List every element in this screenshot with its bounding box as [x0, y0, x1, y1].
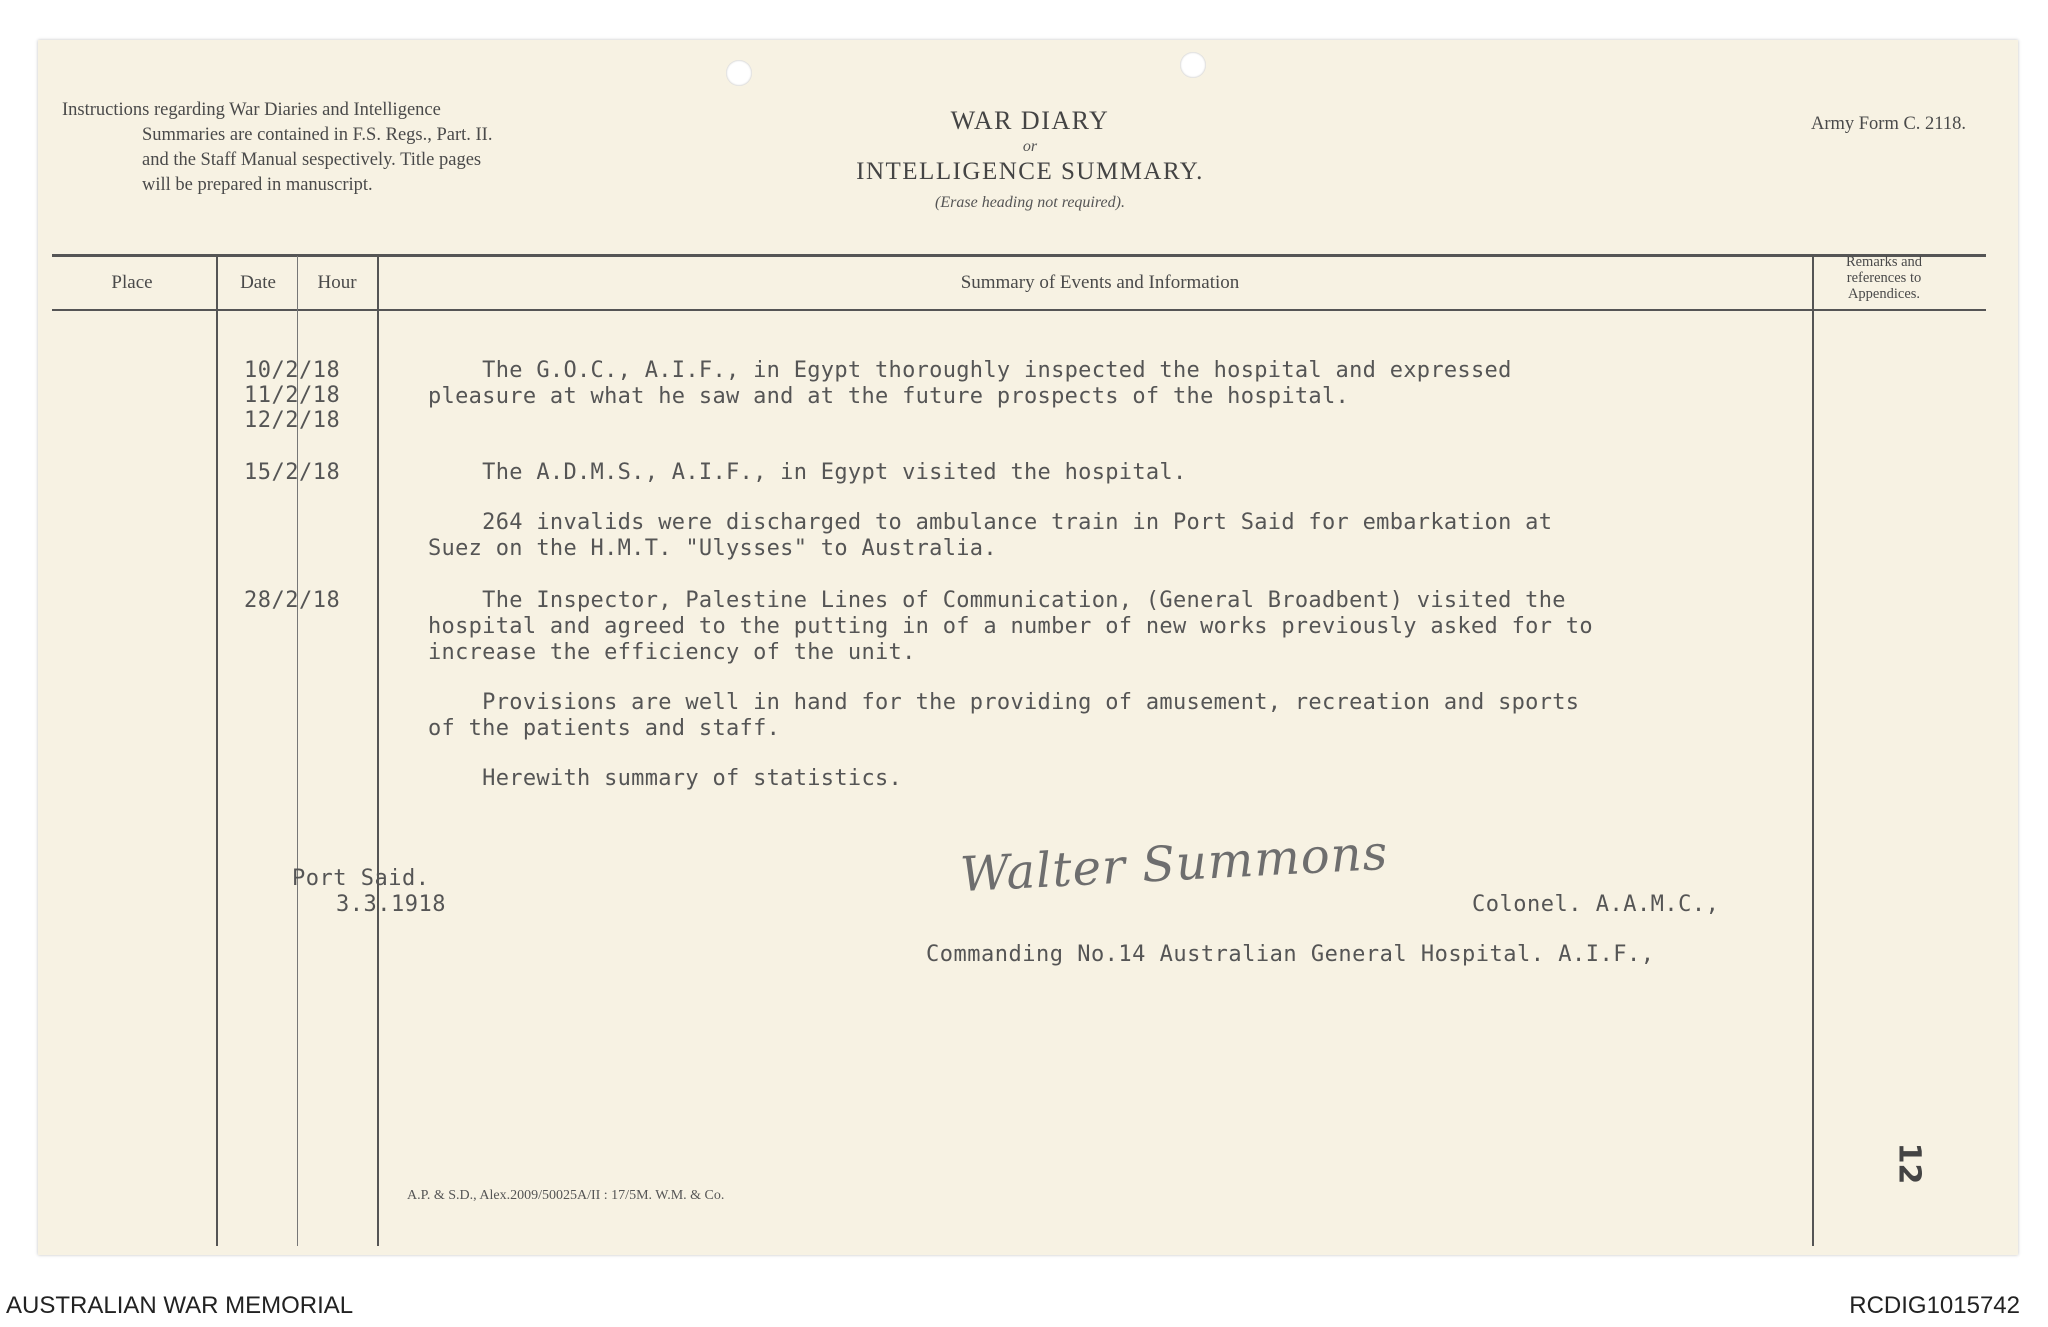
title-war-diary: WAR DIARY: [950, 106, 1110, 135]
signoff-place: Port Said.: [292, 866, 430, 891]
paragraph-line: The A.D.M.S., A.I.F., in Egypt visited the hospital.: [428, 460, 1187, 485]
column-header-place: Place: [111, 272, 153, 293]
paragraph-line: hospital and agreed to the putting in of a number of new works previously asked for to: [428, 614, 1593, 639]
entry-date: 12/2/18: [244, 408, 341, 433]
punch-hole-left: [726, 60, 752, 86]
header-top-rule: [52, 254, 1986, 257]
archive-reference: RCDIG1015742: [1849, 1292, 2020, 1319]
paragraph-line: pleasure at what he saw and at the future prospects of the hospital.: [428, 384, 1350, 409]
entry-date: 11/2/18: [244, 383, 341, 408]
entry-date: 28/2/18: [244, 588, 341, 613]
entry-paragraph: [428, 588, 1768, 666]
instructions-line: Instructions regarding War Diaries and Intelligence: [62, 100, 441, 120]
form-instructions: [62, 98, 622, 198]
signature: Walter Summons: [958, 824, 1390, 904]
paragraph-line: Provisions are well in hand for the providing of amusement, recreation and sports: [428, 690, 1580, 715]
instructions-line: will be prepared in manuscript.: [142, 175, 373, 195]
instructions-line: and the Staff Manual sespectively. Title pages: [142, 150, 482, 170]
paragraph-line: The G.O.C., A.I.F., in Egypt thoroughly inspected the hospital and expressed: [428, 358, 1512, 383]
paragraph-line: increase the efficiency of the unit.: [428, 640, 916, 665]
archive-source: AUSTRALIAN WAR MEMORIAL: [6, 1292, 354, 1319]
entry-date: 15/2/18: [244, 460, 341, 485]
title-intelligence-summary: INTELLIGENCE SUMMARY.: [856, 158, 1204, 185]
remarks-line: Appendices.: [1847, 286, 1921, 302]
column-header-remarks: [1816, 254, 1952, 302]
army-form-number: Army Form C. 2118.: [1810, 114, 1966, 134]
entry-paragraph: [428, 766, 1768, 792]
entry-paragraph: [428, 510, 1768, 562]
form-title: [760, 106, 1300, 212]
signoff-rank: Colonel. A.A.M.C.,: [1472, 892, 1720, 917]
column-divider-place: [216, 256, 218, 1246]
paragraph-line: Suez on the H.M.T. "Ulysses" to Australia.: [428, 536, 997, 561]
header-bottom-rule: [52, 309, 1986, 311]
paragraph-line: Herewith summary of statistics.: [428, 766, 903, 791]
title-or: or: [1022, 138, 1038, 155]
entry-date: 10/2/18: [244, 358, 341, 383]
signoff-date: 3.3.1918: [336, 892, 446, 917]
column-header-hour: Hour: [317, 272, 357, 293]
instructions-line: Summaries are contained in F.S. Regs., Part. II.: [142, 125, 493, 145]
column-divider-hour: [377, 256, 379, 1246]
paragraph-line: 264 invalids were discharged to ambulance train in Port Said for embarkation at: [428, 510, 1553, 535]
remarks-line: references to: [1846, 270, 1922, 286]
column-divider-remarks: [1812, 256, 1814, 1246]
column-header-summary: Summary of Events and Information: [960, 272, 1240, 293]
entry-paragraph: [428, 358, 1768, 410]
entry-paragraph: [428, 690, 1768, 742]
folio-number: 12: [1891, 1142, 1927, 1185]
title-note: (Erase heading not required).: [935, 194, 1125, 211]
entry-paragraph: [428, 460, 1768, 486]
remarks-line: Remarks and: [1845, 254, 1923, 270]
punch-hole-right: [1180, 52, 1206, 78]
printer-mark: A.P. & S.D., Alex.2009/50025A/II : 17/5M. W.M. & Co.: [407, 1188, 725, 1203]
paragraph-line: The Inspector, Palestine Lines of Communication, (General Broadbent) visited the: [428, 588, 1566, 613]
signoff-command: Commanding No.14 Australian General Hospital. A.I.F.,: [926, 942, 1655, 967]
paragraph-line: of the patients and staff.: [428, 716, 781, 741]
column-header-date: Date: [240, 272, 276, 293]
